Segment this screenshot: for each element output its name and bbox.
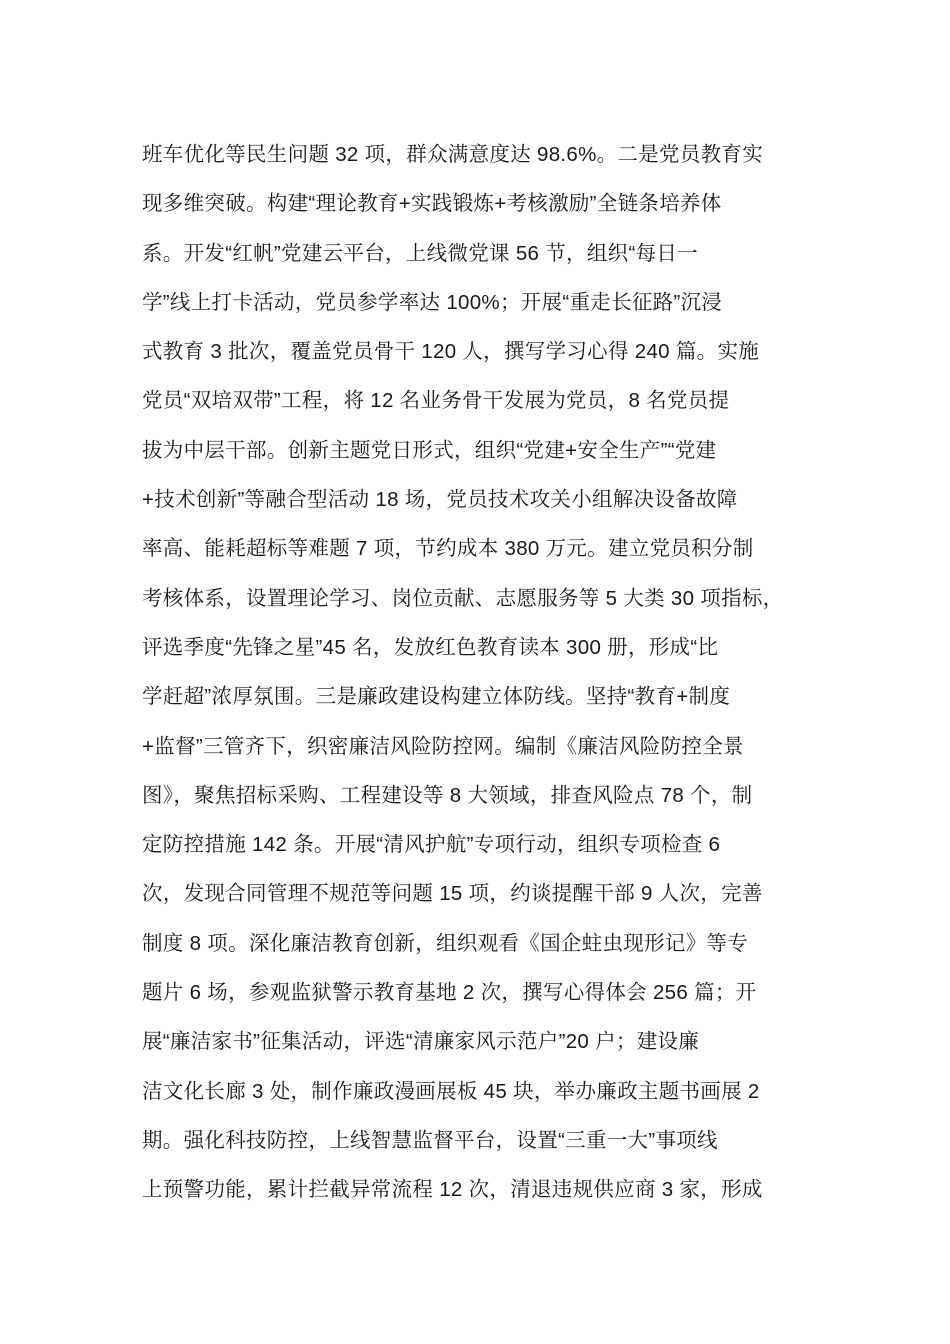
text-line: 展“廉洁家书”征集活动，评选“清廉家风示范户”20 户；建设廉 <box>142 1030 700 1054</box>
text-line: 学”线上打卡活动，党员参学率达 100%；开展“重走长征路”沉浸 <box>142 290 723 314</box>
text-line: 率高、能耗超标等难题 7 项，节约成本 380 万元。建立党员积分制 <box>142 537 754 561</box>
body-paragraph <box>142 130 822 1215</box>
text-line: 次，发现合同管理不规范等问题 15 项，约谈提醒干部 9 人次，完善 <box>142 882 763 906</box>
text-line: +监督”三管齐下，织密廉洁风险防控网。编制《廉洁风险防控全景 <box>142 734 744 758</box>
text-line: 期。强化科技防控，上线智慧监督平台，设置“三重一大”事项线 <box>142 1128 718 1152</box>
text-line: 学赶超”浓厚氛围。三是廉政建设构建立体防线。坚持“教育+制度 <box>142 685 731 709</box>
text-line: 考核体系，设置理论学习、岗位贡献、志愿服务等 5 大类 30 项指标， <box>142 586 784 610</box>
text-line: 班车优化等民生问题 32 项，群众满意度达 98.6%。二是党员教育实 <box>142 143 764 166</box>
text-line: 系。开发“红帆”党建云平台，上线微党课 56 节，组织“每日一 <box>142 241 698 265</box>
text-line: 题片 6 场，参观监狱警示教育基地 2 次，撰写心得体会 256 篇；开 <box>142 981 757 1005</box>
text-line: 洁文化长廊 3 处，制作廉政漫画展板 45 块，举办廉政主题书画展 2 <box>142 1079 760 1103</box>
text-line: 评选季度“先锋之星”45 名，发放红色教育读本 300 册，形成“比 <box>142 635 719 659</box>
text-line: 图》，聚焦招标采购、工程建设等 8 大领域，排查风险点 78 个，制 <box>142 783 753 807</box>
text-line: 式教育 3 批次，覆盖党员骨干 120 人，撰写学习心得 240 篇。实施 <box>142 340 760 364</box>
text-line: 定防控措施 142 条。开展“清风护航”专项行动，组织专项检查 6 <box>142 833 721 857</box>
text-line: 制度 8 项。深化廉洁教育创新，组织观看《国企蛀虫现形记》等专 <box>142 931 749 955</box>
text-line: 党员“双培双带”工程，将 12 名业务骨干发展为党员，8 名党员提 <box>142 389 730 413</box>
text-line: +技术创新”等融合型活动 18 场，党员技术攻关小组解决设备故障 <box>142 488 738 512</box>
text-line: 现多维突破。构建“理论教育+实践锻炼+考核激励”全链条培养体 <box>142 192 722 216</box>
text-line: 拔为中层干部。创新主题党日形式，组织“党建+安全生产”“党建 <box>142 438 717 462</box>
text-line: 上预警功能，累计拦截异常流程 12 次，清退违规供应商 3 家，形成 <box>142 1178 763 1202</box>
